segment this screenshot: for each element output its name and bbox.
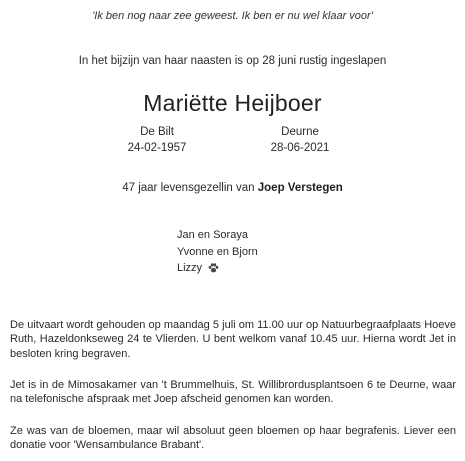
birth-date: 24-02-1957 xyxy=(127,142,187,154)
death-place: Deurne xyxy=(281,126,319,138)
death-date: 28-06-2021 xyxy=(270,142,330,154)
intro-text: In het bijzijn van haar naasten is op 28 juni rustig ingeslapen xyxy=(78,55,387,67)
family-member: Yvonne en Bjorn xyxy=(177,245,258,258)
partner-line xyxy=(0,182,465,194)
viewing-paragraph: Jet is in de Mimosakamer van 't Brummelhuis, St. Willibrordusplantsoen 6 te Deurne, waar na telefonische afspraak met Joep afscheid genomen kan worden. xyxy=(10,379,456,406)
paw-icon xyxy=(208,262,219,279)
partner-name: Joep Verstegen xyxy=(257,182,343,194)
funeral-paragraph: De uitvaart wordt gehouden op maandag 5 juli om 11.00 uur op Natuurbegraafplaats Hoeve Ruth, Hazeldonkseweg 24 te Vlierden. U bent welkom vanaf 10.45 uur. Hierna wordt Jet in besloten kring begraven. xyxy=(10,319,456,360)
deceased-name: Mariëtte Heijboer xyxy=(143,90,322,116)
family-list xyxy=(177,227,258,279)
partner-prefix: 47 jaar levensgezellin van xyxy=(122,182,255,194)
birth-place: De Bilt xyxy=(140,126,174,138)
quote: 'Ik ben nog naar zee geweest. Ik ben er nu wel klaar voor' xyxy=(92,10,373,22)
donation-paragraph: Ze was van de bloemen, maar wil absoluut geen bloemen op haar begrafenis. Liever een donatie voor 'Wensambulance Brabant'. xyxy=(10,425,456,452)
birth-info xyxy=(97,124,217,156)
family-member: Jan en Soraya xyxy=(177,229,248,241)
death-info xyxy=(240,124,360,156)
family-member-with-pet xyxy=(177,260,258,279)
family-member: Lizzy xyxy=(177,262,203,274)
